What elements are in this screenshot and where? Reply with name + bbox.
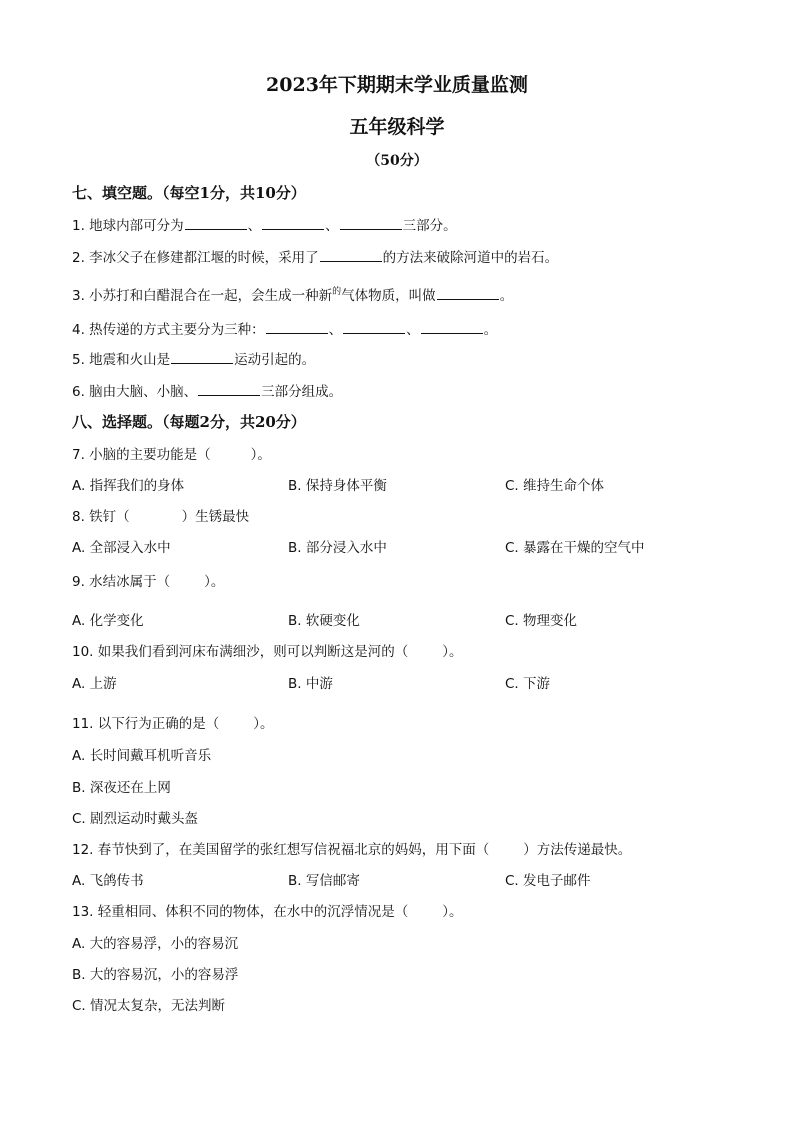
question-13: 13. 轻重相同、体积不同的物体，在水中的沉浮情况是（ ）。 [72, 904, 463, 920]
section-7-heading: 七、填空题。（每空1分，共10分） [72, 184, 306, 202]
q11-option-b[interactable]: B. 深夜还在上网 [72, 780, 171, 796]
q12-option-a[interactable]: A. 飞鸽传书 [72, 873, 144, 889]
q9-option-b[interactable]: B. 软硬变化 [288, 613, 360, 629]
answer-blank[interactable] [262, 217, 324, 230]
q9-option-c[interactable]: C. 物理变化 [505, 613, 578, 629]
q11-option-c[interactable]: C. 剧烈运动时戴头盔 [72, 811, 199, 827]
q11-option-a[interactable]: A. 长时间戴耳机听音乐 [72, 748, 212, 764]
q10-option-c[interactable]: C. 下游 [505, 676, 551, 692]
answer-blank[interactable] [340, 217, 402, 230]
q8-option-a[interactable]: A. 全部浸入水中 [72, 540, 171, 556]
q13-option-a[interactable]: A. 大的容易浮，小的容易沉 [72, 936, 239, 952]
question-6: 6. 脑由大脑、小脑、 三部分组成。 [72, 384, 343, 400]
exam-subtitle: 五年级科学 [349, 116, 445, 138]
question-3: 3. 小苏打和白醋混合在一起，会生成一种新$^的$气体物质，叫做 。 [72, 287, 514, 304]
answer-blank[interactable] [171, 351, 233, 364]
q7-option-a[interactable]: A. 指挥我们的身体 [72, 478, 185, 494]
question-1: 1. 地球内部可分为 、 、 三部分。 [72, 218, 457, 234]
q13-option-b[interactable]: B. 大的容易沉，小的容易浮 [72, 967, 239, 983]
question-11: 11. 以下行为正确的是（ ）。 [72, 716, 274, 732]
question-12: 12. 春节快到了，在美国留学的张红想写信祝福北京的妈妈，用下面（ ）方法传递最快。 [72, 842, 632, 858]
q13-option-c[interactable]: C. 情况太复杂，无法判断 [72, 998, 226, 1014]
q8-option-c[interactable]: C. 暴露在干燥的空气中 [505, 540, 645, 556]
answer-blank[interactable] [185, 217, 247, 230]
q9-option-a[interactable]: A. 化学变化 [72, 613, 144, 629]
answer-blank[interactable] [198, 383, 260, 396]
question-7: 7. 小脑的主要功能是（ ）。 [72, 447, 271, 463]
question-5: 5. 地震和火山是 运动引起的。 [72, 352, 316, 368]
question-9: 9. 水结冰属于（ ）。 [72, 574, 225, 590]
answer-blank[interactable] [421, 321, 483, 334]
answer-blank[interactable] [320, 249, 382, 262]
question-10: 10. 如果我们看到河床布满细沙，则可以判断这是河的（ ）。 [72, 644, 463, 660]
q12-option-c[interactable]: C. 发电子邮件 [505, 873, 591, 889]
q12-option-b[interactable]: B. 写信邮寄 [288, 873, 360, 889]
exam-title: 2023年下期期末学业质量监测 [266, 74, 528, 96]
q7-option-c[interactable]: C. 维持生命个体 [505, 478, 605, 494]
question-8: 8. 铁钉（ ）生锈最快 [72, 509, 250, 525]
q7-option-b[interactable]: B. 保持身体平衡 [288, 478, 387, 494]
question-4: 4. 热传递的方式主要分为三种： 、 、 。 [72, 322, 498, 338]
q10-option-b[interactable]: B. 中游 [288, 676, 333, 692]
section-8-heading: 八、选择题。（每题2分，共20分） [72, 413, 306, 431]
q10-option-a[interactable]: A. 上游 [72, 676, 117, 692]
answer-blank[interactable] [437, 287, 499, 300]
exam-score: （50分） [366, 153, 428, 169]
answer-blank[interactable] [266, 321, 328, 334]
q8-option-b[interactable]: B. 部分浸入水中 [288, 540, 387, 556]
answer-blank[interactable] [343, 321, 405, 334]
question-2: 2. 李冰父子在修建都江堰的时候，采用了 的方法来破除河道中的岩石。 [72, 250, 559, 266]
